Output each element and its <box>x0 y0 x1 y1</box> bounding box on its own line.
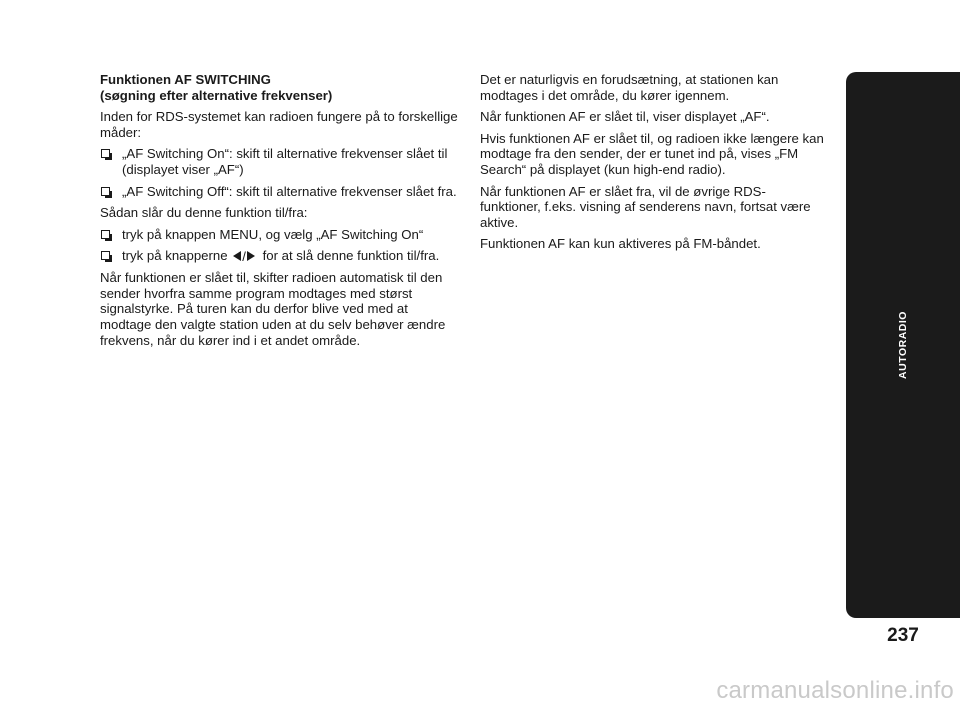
checkbox-bullet-icon <box>101 187 110 196</box>
heading-line-1: Funktionen AF SWITCHING <box>100 72 271 87</box>
bullet-menu <box>100 227 460 243</box>
checkbox-bullet-icon <box>101 230 110 239</box>
heading-line-2: (søgning efter alternative frekvenser) <box>100 87 333 103</box>
right-paragraph-1: Det er naturligvis en forudsætning, at stationen kan modtages i det område, du kører igennem. <box>480 72 779 103</box>
bullet-text-after: for at slå denne funktion til/fra. <box>262 248 440 264</box>
right-column <box>480 72 825 258</box>
bullet-text: „AF Switching Off“: skift til alternative frekvenser slået fra. <box>122 183 457 199</box>
arrow-separator: / <box>242 248 246 264</box>
bullet-text-before: tryk på knapperne <box>122 248 228 264</box>
arrow-left-icon <box>233 251 241 261</box>
page-number: 237 <box>887 625 919 646</box>
arrow-buttons-symbol <box>233 249 255 265</box>
howto-intro: Sådan slår du denne funktion til/fra: <box>100 205 308 221</box>
bullet-text: tryk på knappen MENU, og vælg „AF Switching On“ <box>122 226 424 242</box>
right-paragraph-3: Hvis funktionen AF er slået til, og radioen ikke længere kan modtage fra den sender, der er tunet ind på, vises „FM Search“ på displayet (kun high-end radio). <box>480 130 824 177</box>
right-paragraph-5: Funktionen AF kan kun aktiveres på FM-båndet. <box>480 236 761 252</box>
closing-paragraph: Når funktionen er slået til, skifter radioen automatisk til den sender hvorfra samme program modtages med størst signalstyrke. På turen kan du derfor blive ved med at modtage den valgte station uden at du selv behøver ændre frekvens, når du kører ind i et andet område. <box>100 270 446 348</box>
left-column <box>100 72 460 354</box>
right-paragraph-4: Når funktionen AF er slået fra, vil de øvrige RDS-funktioner, f.eks. visning af senderens navn, fortsat være aktive. <box>480 183 811 230</box>
bullet-af-on <box>100 146 460 177</box>
section-heading <box>100 72 460 103</box>
bullet-af-off <box>100 184 460 200</box>
right-paragraph-2: Når funktionen AF er slået til, viser displayet „AF“. <box>480 109 770 125</box>
arrow-right-icon <box>247 251 255 261</box>
checkbox-bullet-icon <box>101 251 110 260</box>
watermark: carmanualsonline.info <box>716 677 954 704</box>
intro-paragraph: Inden for RDS-systemet kan radioen fungere på to forskellige måder: <box>100 109 458 140</box>
bullet-text: „AF Switching On“: skift til alternative frekvenser slået til (displayet viser „AF“) <box>122 146 448 177</box>
checkbox-bullet-icon <box>101 149 110 158</box>
bullet-arrows <box>100 248 460 264</box>
chapter-label: AUTORADIO <box>897 311 909 379</box>
chapter-side-tab <box>846 72 960 618</box>
